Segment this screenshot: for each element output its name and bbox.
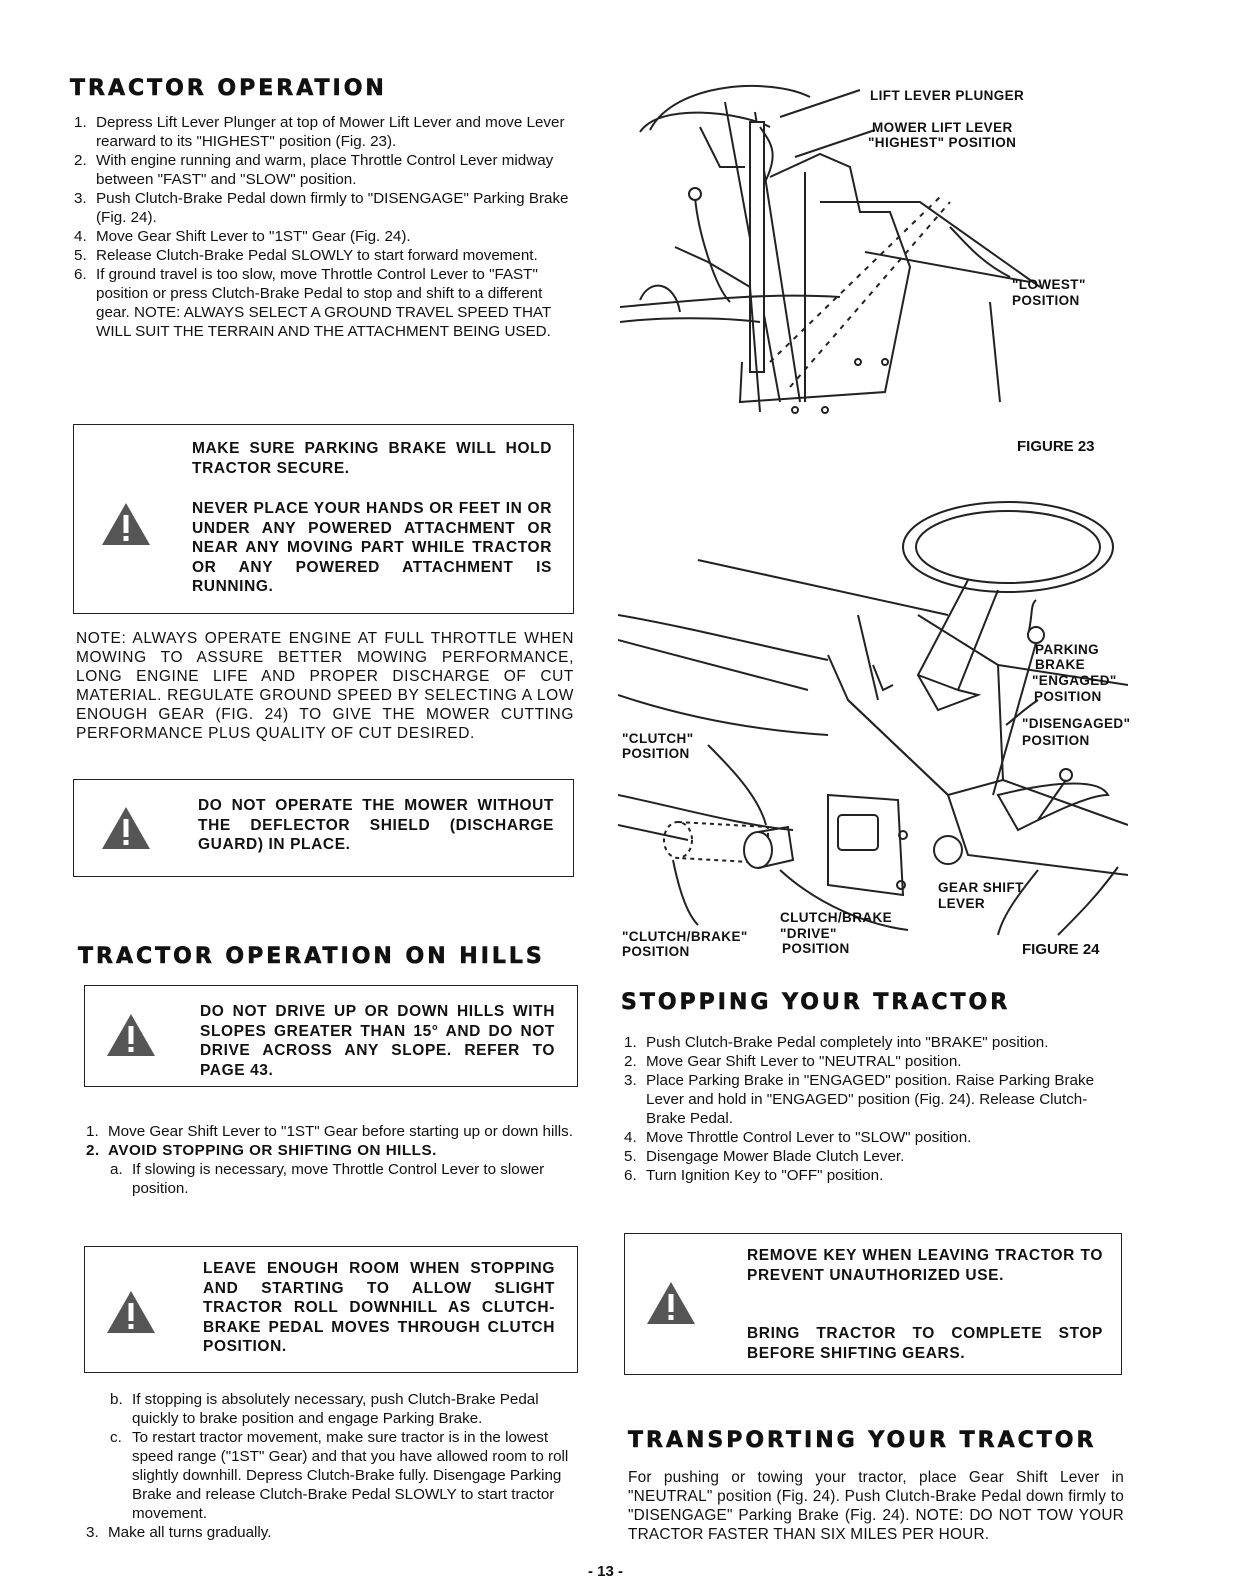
- heading-stopping-your-tractor: STOPPING YOUR TRACTOR: [621, 990, 1011, 1015]
- step-number: 4.: [624, 1129, 637, 1146]
- figure-23-caption: FIGURE 23: [1017, 438, 1095, 455]
- step-number: 1.: [74, 114, 87, 131]
- hills-instructions: [86, 1122, 580, 1198]
- warning-triangle-icon: [645, 1280, 697, 1326]
- page-number: - 13 -: [588, 1563, 624, 1580]
- step-number: 3.: [74, 190, 87, 207]
- warning-triangle-icon: [100, 501, 152, 547]
- list-item: c. To restart tractor movement, make sure tractor is in the lowest speed range ("1ST" Gear) and that you have allowed room to roll slightly downhill. Depress Clutch-Brake fully. Disengage Parking Brake and release Clutch-Brake Pedal SLOWLY to start tractor movement.: [110, 1429, 569, 1522]
- step-text: With engine running and warm, place Throttle Control Lever midway between "FAST" and "SLOW" position.: [96, 152, 554, 188]
- label-lowest-position: POSITION: [1012, 293, 1080, 308]
- step-number: 6.: [74, 266, 87, 283]
- step-number: 4.: [74, 228, 87, 245]
- step-text: Move Throttle Control Lever to "SLOW" position.: [646, 1129, 972, 1146]
- list-item: [74, 113, 571, 151]
- list-item: [624, 1166, 1124, 1185]
- warning-triangle-icon: [105, 1289, 157, 1335]
- list-item: [624, 1128, 1124, 1147]
- label-highest-position: "HIGHEST" POSITION: [868, 135, 1017, 150]
- warning-text-remove-key: REMOVE KEY WHEN LEAVING TRACTOR TO PREVENT UNAUTHORIZED USE.: [747, 1247, 1103, 1284]
- warning-box-deflector: [73, 779, 574, 877]
- list-item: [624, 1052, 1124, 1071]
- step-text: Depress Lift Lever Plunger at top of Mower Lift Lever and move Lever rearward to its "HIGHEST" position (Fig. 23).: [96, 114, 565, 150]
- list-item: [624, 1147, 1124, 1166]
- warning-box-remove-key: [624, 1233, 1122, 1375]
- list-item: [74, 227, 571, 246]
- step-text: Move Gear Shift Lever to "NEUTRAL" position.: [646, 1053, 962, 1070]
- list-item: 1. Move Gear Shift Lever to "1ST" Gear before starting up or down hills.: [86, 1123, 573, 1140]
- label-lever: LEVER: [938, 896, 986, 911]
- label-lowest: "LOWEST": [1012, 277, 1086, 292]
- warning-box-parking-brake: [73, 424, 574, 614]
- list-item: a. If slowing is necessary, move Throttle Control Lever to slower position.: [110, 1161, 545, 1197]
- list-item: [74, 246, 571, 265]
- hills-instructions-continued: [86, 1390, 584, 1542]
- list-item: b. If stopping is absolutely necessary, push Clutch-Brake Pedal quickly to brake position and engage Parking Brake.: [110, 1391, 539, 1427]
- step-number: 2.: [74, 152, 87, 169]
- label-disengaged-position: POSITION: [1022, 733, 1090, 748]
- label-engaged: "ENGAGED": [1032, 673, 1117, 688]
- step-number: 6.: [624, 1167, 637, 1184]
- step-text: Disengage Mower Blade Clutch Lever.: [646, 1148, 905, 1165]
- label-lift-lever-plunger: LIFT LEVER PLUNGER: [870, 88, 1025, 103]
- step-text: Move Gear Shift Lever to "1ST" Gear (Fig. 24).: [96, 228, 411, 245]
- warning-text-parking-brake: MAKE SURE PARKING BRAKE WILL HOLD TRACTOR SECURE.: [192, 440, 552, 477]
- step-number: 5.: [624, 1148, 637, 1165]
- warning-text-hands-feet: NEVER PLACE YOUR HANDS OR FEET IN OR UNDER ANY POWERED ATTACHMENT OR NEAR ANY MOVING PART WHILE TRACTOR OR ANY POWERED ATTACHMENT IS RUNNING.: [192, 500, 552, 595]
- step-text: If ground travel is too slow, move Throttle Control Lever to "FAST" position or press Clutch-Brake Pedal to stop and shift to a different gear. NOTE: ALWAYS SELECT A GROUND TRAVEL SPEED THAT WILL SUIT THE TERRAIN AND THE ATTACHMENT BEING USED.: [96, 266, 551, 340]
- warning-triangle-icon: [100, 805, 152, 851]
- label-disengaged: "DISENGAGED": [1022, 716, 1131, 731]
- step-text: Push Clutch-Brake Pedal completely into "BRAKE" position.: [646, 1034, 1049, 1051]
- label-parking: PARKING: [1035, 642, 1100, 657]
- label-engaged-position: POSITION: [1034, 689, 1102, 704]
- heading-transporting-your-tractor: TRANSPORTING YOUR TRACTOR: [628, 1428, 1097, 1453]
- step-number: 1.: [624, 1034, 637, 1051]
- warning-text-complete-stop: BRING TRACTOR TO COMPLETE STOP BEFORE SHIFTING GEARS.: [747, 1325, 1103, 1362]
- stopping-steps: [624, 1033, 1124, 1185]
- operation-steps: [74, 113, 571, 341]
- label-mower-lift-lever: MOWER LIFT LEVER: [872, 120, 1013, 135]
- list-item: 2. AVOID STOPPING OR SHIFTING ON HILLS.: [86, 1142, 437, 1159]
- warning-box-roll-downhill: [84, 1246, 578, 1373]
- step-text: Release Clutch-Brake Pedal SLOWLY to start forward movement.: [96, 247, 538, 264]
- warning-box-slopes: [84, 985, 578, 1087]
- label-clutch-brake-left: "CLUTCH/BRAKE": [622, 929, 748, 944]
- note-full-throttle: NOTE: ALWAYS OPERATE ENGINE AT FULL THROTTLE WHEN MOWING TO ASSURE BETTER MOWING PERFORMANCE, LONG ENGINE LIFE AND PROPER DISCHARGE OF CUT MATERIAL. REGULATE GROUND SPEED BY SELECTING A LOW ENOUGH GEAR (FIG. 24) TO GIVE THE MOWER CUTTING PERFORMANCE PLUS QUALITY OF CUT DESIRED.: [76, 630, 574, 742]
- figure-24-caption: FIGURE 24: [1022, 941, 1100, 958]
- label-brake: BRAKE: [1035, 657, 1086, 672]
- label-gear-shift: GEAR SHIFT: [938, 880, 1024, 895]
- label-clutch-brake: CLUTCH/BRAKE: [780, 910, 893, 925]
- step-number: 5.: [74, 247, 87, 264]
- warning-text-deflector: DO NOT OPERATE THE MOWER WITHOUT THE DEFLECTOR SHIELD (DISCHARGE GUARD) IN PLACE.: [198, 797, 554, 853]
- heading-operation-on-hills: TRACTOR OPERATION ON HILLS: [78, 944, 545, 969]
- label-drive: "DRIVE": [780, 926, 837, 941]
- list-item: [624, 1033, 1124, 1052]
- list-item: [74, 265, 571, 341]
- warning-text-roll-downhill: LEAVE ENOUGH ROOM WHEN STOPPING AND STARTING TO ALLOW SLIGHT TRACTOR ROLL DOWNHILL AS CLUTCH-BRAKE PEDAL MOVES THROUGH CLUTCH POSITION.: [203, 1260, 555, 1355]
- label-clutch: "CLUTCH": [622, 731, 694, 746]
- warning-text-slopes: DO NOT DRIVE UP OR DOWN HILLS WITH SLOPES GREATER THAN 15° AND DO NOT DRIVE ACROSS ANY SLOPE. REFER TO PAGE 43.: [200, 1003, 555, 1079]
- warning-triangle-icon: [105, 1012, 157, 1058]
- step-text: Push Clutch-Brake Pedal down firmly to "DISENGAGE" Parking Brake (Fig. 24).: [96, 190, 569, 226]
- heading-tractor-operation: TRACTOR OPERATION: [70, 76, 387, 101]
- step-number: 3.: [624, 1072, 637, 1089]
- label-drive-position: POSITION: [782, 941, 850, 956]
- step-number: 2.: [624, 1053, 637, 1070]
- list-item: [74, 151, 571, 189]
- list-item: [624, 1071, 1124, 1128]
- list-item: 3. Make all turns gradually.: [86, 1524, 272, 1541]
- transport-paragraph: For pushing or towing your tractor, place Gear Shift Lever in "NEUTRAL" position (Fig. 24). Push Clutch-Brake Pedal down firmly to "DISENGAGE" Parking Brake (Fig. 24). NOTE: DO NOT TOW YOUR TRACTOR FASTER THAN SIX MILES PER HOUR.: [628, 1469, 1124, 1543]
- step-text: Place Parking Brake in "ENGAGED" position. Raise Parking Brake Lever and hold in "ENGAGED" position (Fig. 24). Release Clutch-Brake Pedal.: [646, 1072, 1095, 1127]
- step-text: Turn Ignition Key to "OFF" position.: [646, 1167, 884, 1184]
- label-clutch-position: POSITION: [622, 746, 690, 761]
- list-item: [74, 189, 571, 227]
- label-clutch-brake-left-position: POSITION: [622, 944, 690, 959]
